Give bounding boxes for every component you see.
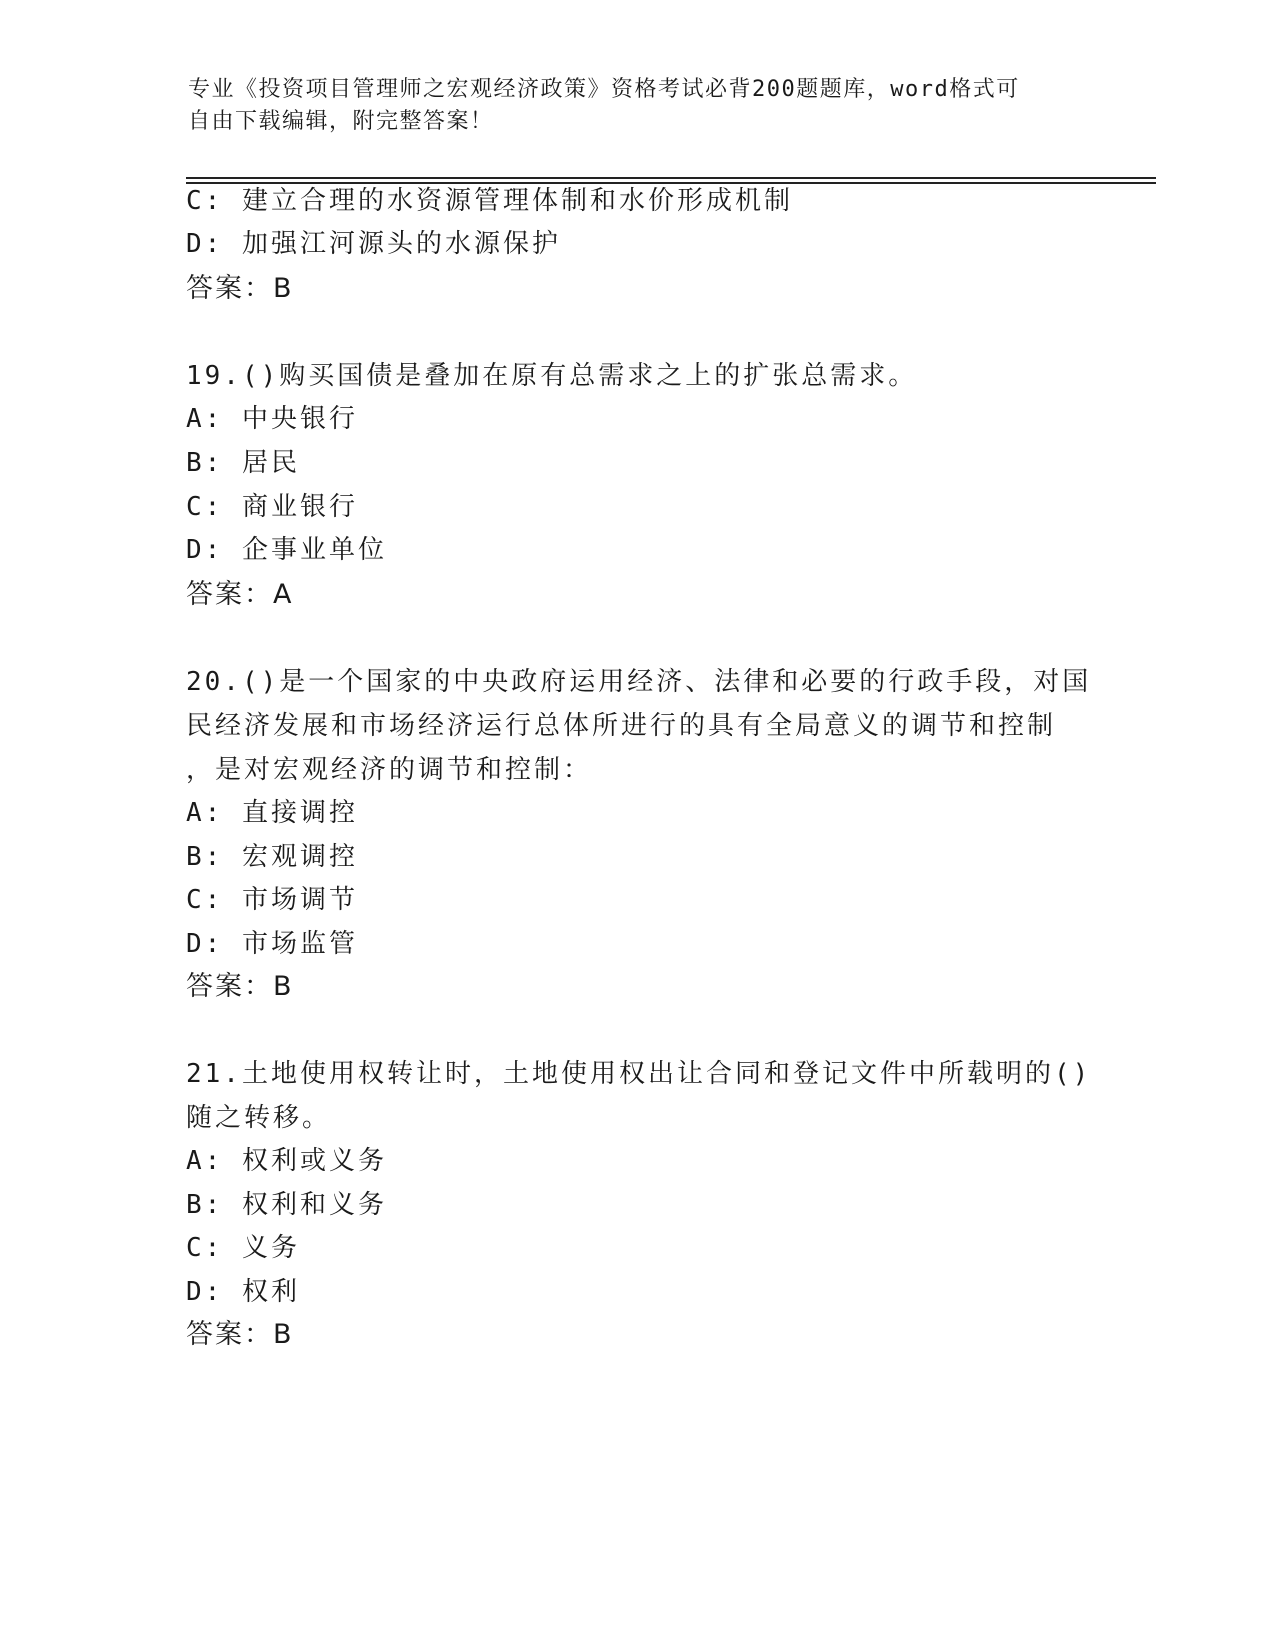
q20-option-c: C: 市场调节 bbox=[186, 885, 358, 915]
q19-option-b: B: 居民 bbox=[186, 448, 300, 478]
q21-answer: 答案：B bbox=[186, 1319, 294, 1350]
document-header bbox=[188, 74, 1068, 138]
q21-option-d: D: 权利 bbox=[186, 1277, 300, 1307]
q20-option-b: B: 宏观调控 bbox=[186, 842, 358, 872]
q18-option-c: C: 建立合理的水资源管理体制和水价形成机制 bbox=[186, 186, 793, 216]
q20-answer: 答案：B bbox=[186, 971, 294, 1002]
q20-option-a: A: 直接调控 bbox=[186, 798, 358, 828]
q21-option-b: B: 权利和义务 bbox=[186, 1190, 387, 1220]
header-line-2: 自由下载编辑，附完整答案！ bbox=[188, 109, 494, 134]
q19-option-c: C: 商业银行 bbox=[186, 492, 358, 522]
q20-stem-line-1: 20.()是一个国家的中央政府运用经济、法律和必要的行政手段，对国 bbox=[186, 667, 1092, 697]
q21-stem-line-2: 随之转移。 bbox=[186, 1103, 332, 1133]
q18-option-d: D: 加强江河源头的水源保护 bbox=[186, 229, 561, 259]
header-line-1: 专业《投资项目管理师之宏观经济政策》资格考试必背200题题库，word格式可 bbox=[188, 77, 1020, 102]
q19-answer: 答案：A bbox=[186, 579, 294, 610]
q18-answer: 答案：B bbox=[186, 273, 294, 304]
q19-stem: 19.()购买国债是叠加在原有总需求之上的扩张总需求。 bbox=[186, 361, 918, 391]
q21-option-a: A: 权利或义务 bbox=[186, 1146, 387, 1176]
q19-option-a: A: 中央银行 bbox=[186, 404, 358, 434]
q20-stem-line-2: 民经济发展和市场经济运行总体所进行的具有全局意义的调节和控制 bbox=[186, 711, 1057, 741]
q21-option-c: C: 义务 bbox=[186, 1233, 300, 1263]
q20-stem-line-3: ，是对宏观经济的调节和控制： bbox=[186, 755, 593, 785]
q20-option-d: D: 市场监管 bbox=[186, 929, 358, 959]
q19-option-d: D: 企事业单位 bbox=[186, 535, 387, 565]
q21-stem-line-1: 21.土地使用权转让时，土地使用权出让合同和登记文件中所载明的() bbox=[186, 1059, 1092, 1089]
